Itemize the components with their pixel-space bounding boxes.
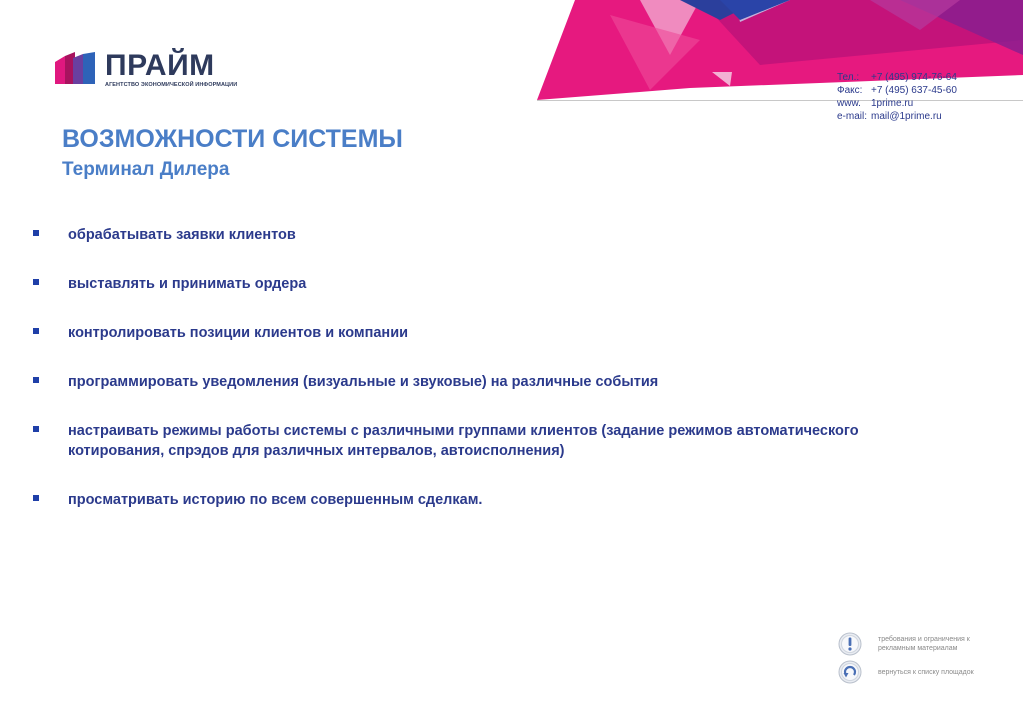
requirements-link[interactable]: требования и ограничения к рекламным материалам: [838, 632, 988, 656]
logo-name: ПРАЙМ: [105, 49, 215, 82]
bullet-marker: [33, 279, 39, 285]
return-arrow-icon: [838, 660, 862, 684]
bullet-marker: [33, 495, 39, 501]
bullet-marker: [33, 328, 39, 334]
logo-subtitle: АГЕНТСТВО ЭКОНОМИЧЕСКОЙ ИНФОРМАЦИИ: [105, 82, 238, 88]
bullet-marker: [33, 230, 39, 236]
bullet-marker: [33, 426, 39, 432]
prime-logo[interactable]: [55, 49, 238, 88]
bullet-marker: [33, 377, 39, 383]
logo-bars-icon: [55, 52, 99, 84]
contact-info: [837, 71, 957, 123]
page-subtitle: Терминал Дилера: [62, 159, 230, 180]
contact-phone: Тел.: +7 (495) 974-76-64: [837, 72, 957, 83]
contact-email[interactable]: e-mail: mail@1prime.ru: [837, 111, 942, 122]
exclamation-icon: [838, 632, 862, 656]
back-to-list-link[interactable]: вернуться к списку площадок: [838, 660, 988, 684]
page-title: ВОЗМОЖНОСТИ СИСТЕМЫ: [62, 125, 403, 153]
contact-fax: Факс: +7 (495) 637-45-60: [837, 85, 957, 96]
contact-website[interactable]: www. 1prime.ru: [837, 98, 914, 109]
